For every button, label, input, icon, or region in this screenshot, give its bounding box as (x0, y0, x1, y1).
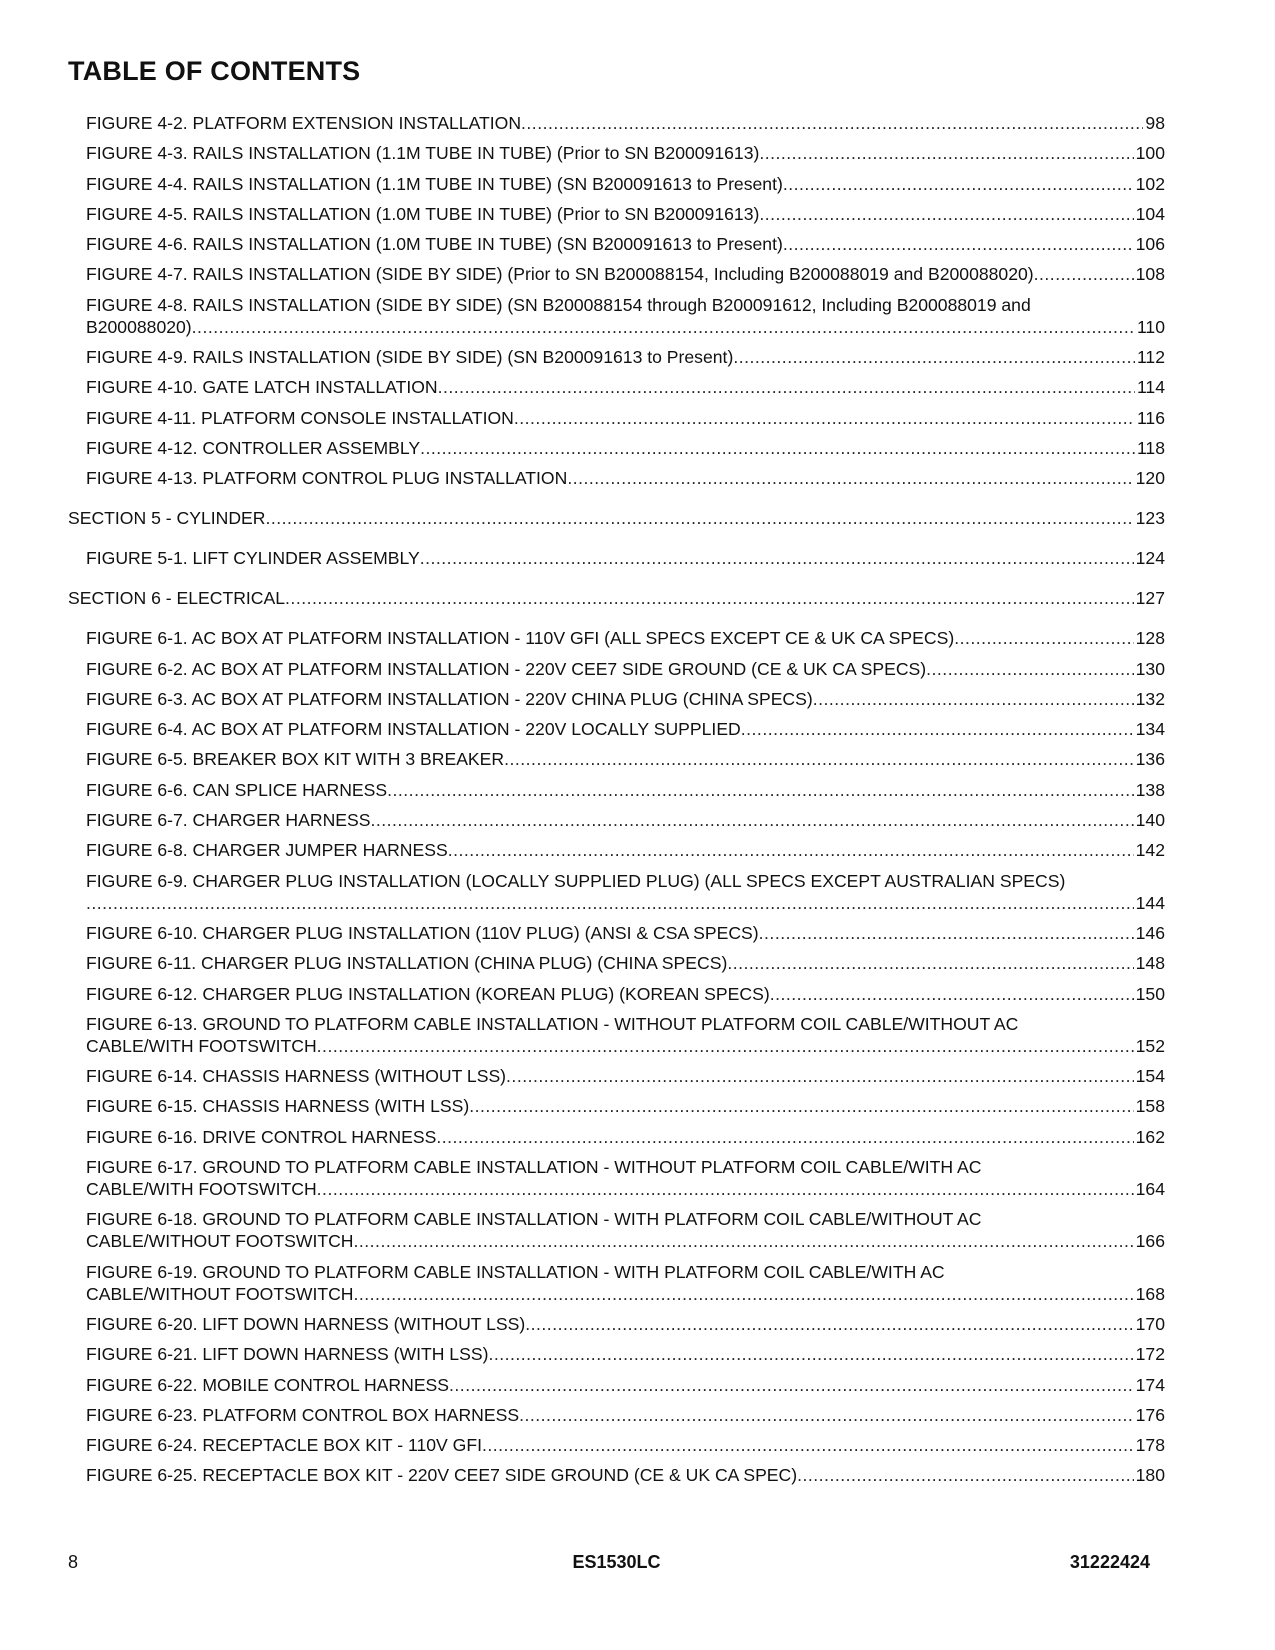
toc-entry-text: FIGURE 4-13. PLATFORM CONTROL PLUG INSTALLATION (86, 468, 568, 489)
dot-leader (265, 507, 1133, 529)
toc-entry-text: FIGURE 4-6. RAILS INSTALLATION (1.0M TUBE IN TUBE) (SN B200091613 to Present) (86, 234, 783, 255)
page-footer (68, 1552, 1165, 1576)
dot-leader (1034, 263, 1134, 285)
toc-entry-text: FIGURE 6-25. RECEPTACLE BOX KIT - 220V CEE7 SIDE GROUND (CE & UK CA SPEC) (86, 1465, 798, 1486)
dot-leader (759, 203, 1133, 225)
toc-page-number: 166 (1135, 1231, 1165, 1252)
toc-page-number: 178 (1135, 1435, 1165, 1456)
toc-entry-text: FIGURE 6-18. GROUND TO PLATFORM CABLE INSTALLATION - WITH PLATFORM COIL CABLE/WITHOUT AC (86, 1209, 982, 1230)
toc-entry-text: FIGURE 6-3. AC BOX AT PLATFORM INSTALLATION - 220V CHINA PLUG (CHINA SPECS) (86, 688, 813, 709)
toc-page-number: 108 (1135, 264, 1165, 285)
toc-figure-entry[interactable] (86, 658, 1165, 680)
toc-page-number: 98 (1145, 113, 1165, 133)
toc-figure-entry[interactable] (86, 112, 1165, 134)
dot-leader (86, 892, 1134, 914)
toc-entry-text: FIGURE 4-10. GATE LATCH INSTALLATION (86, 377, 438, 398)
toc-entry-text: FIGURE 6-1. AC BOX AT PLATFORM INSTALLATION - 110V GFI (ALL SPECS EXCEPT CE & UK CA SPECS) (86, 628, 955, 649)
dot-leader (733, 346, 1135, 368)
toc-entry-text: SECTION 6 - ELECTRICAL (68, 588, 286, 609)
dot-leader (797, 1464, 1134, 1486)
page-number: 8 (68, 1552, 79, 1572)
toc-entry-text: FIGURE 6-5. BREAKER BOX KIT WITH 3 BREAKER (86, 749, 505, 770)
toc-page-number: 134 (1135, 719, 1165, 740)
toc-page-number: 123 (1135, 508, 1165, 529)
toc-entry-text: FIGURE 6-11. CHARGER PLUG INSTALLATION (CHINA PLUG) (CHINA SPECS) (86, 953, 728, 974)
model-name: ES1530LC (572, 1552, 661, 1572)
toc-page-number: 172 (1135, 1344, 1165, 1365)
toc-page-number: 144 (1135, 892, 1165, 913)
toc-figure-entry[interactable] (86, 718, 1165, 740)
toc-figure-entry[interactable] (86, 1065, 1165, 1087)
toc-page-number: 162 (1135, 1126, 1165, 1147)
dot-leader (436, 1126, 1133, 1148)
toc-entry-text: FIGURE 6-2. AC BOX AT PLATFORM INSTALLATION - 220V CEE7 SIDE GROUND (CE & UK CA SPECS) (86, 658, 927, 679)
dot-leader (514, 407, 1135, 429)
toc-page-number: 100 (1135, 143, 1165, 164)
toc-figure-entry[interactable] (86, 1464, 1165, 1486)
dot-leader (926, 658, 1134, 680)
toc-page-number: 118 (1136, 437, 1165, 458)
toc-page-number: 116 (1136, 407, 1165, 428)
toc-entry-text: FIGURE 6-23. PLATFORM CONTROL BOX HARNESS (86, 1404, 520, 1425)
dot-leader (420, 437, 1135, 459)
toc-page-number: 176 (1135, 1404, 1165, 1425)
toc-figure-entry[interactable] (86, 870, 1165, 914)
toc-page-number: 106 (1135, 234, 1165, 255)
toc-figure-entry[interactable] (86, 437, 1165, 459)
toc-entry-text: FIGURE 6-17. GROUND TO PLATFORM CABLE INSTALLATION - WITHOUT PLATFORM COIL CABLE/WITH AC (86, 1157, 982, 1178)
toc-entry-text: FIGURE 6-24. RECEPTACLE BOX KIT - 110V GFI (86, 1435, 482, 1456)
toc-entry-text: FIGURE 4-5. RAILS INSTALLATION (1.0M TUBE IN TUBE) (Prior to SN B200091613) (86, 203, 760, 224)
toc-page-number: 112 (1136, 347, 1165, 368)
toc-entry-text-continued: CABLE/WITH FOOTSWITCH (86, 1035, 317, 1056)
toc-figure-entry[interactable] (86, 376, 1165, 398)
toc-figure-entry[interactable] (86, 839, 1165, 861)
dot-leader (954, 627, 1133, 649)
toc-entry-text: FIGURE 4-9. RAILS INSTALLATION (SIDE BY SIDE) (SN B200091613 to Present) (86, 347, 734, 368)
dot-leader (506, 1065, 1134, 1087)
page-title: TABLE OF CONTENTS (68, 56, 361, 86)
toc-entry-text: SECTION 5 - CYLINDER (68, 508, 266, 529)
toc-entry-text: FIGURE 4-7. RAILS INSTALLATION (SIDE BY SIDE) (Prior to SN B200088154, Including B200088019 and B200088020) (86, 264, 1034, 285)
toc-entry-text: FIGURE 6-9. CHARGER PLUG INSTALLATION (LOCALLY SUPPLIED PLUG) (ALL SPECS EXCEPT AUSTRALIAN SPECS) (86, 870, 1066, 891)
toc-entry-text: FIGURE 4-11. PLATFORM CONSOLE INSTALLATION (86, 407, 514, 428)
toc-section-entry[interactable] (68, 507, 1165, 529)
toc-figure-entry[interactable] (86, 1013, 1165, 1057)
toc-entry-text: FIGURE 5-1. LIFT CYLINDER ASSEMBLY (86, 548, 420, 569)
dot-leader (504, 748, 1134, 770)
toc-figure-entry[interactable] (86, 294, 1165, 338)
toc-figure-entry[interactable] (86, 467, 1165, 489)
toc-page-number: 180 (1135, 1465, 1165, 1486)
dot-leader (770, 983, 1134, 1005)
toc-figure-entry[interactable] (86, 1261, 1165, 1305)
toc-figure-entry[interactable] (86, 688, 1165, 710)
toc-entry-text: FIGURE 6-7. CHARGER HARNESS (86, 810, 371, 831)
toc-figure-entry[interactable] (86, 1208, 1165, 1252)
toc-page-number: 110 (1136, 316, 1165, 337)
toc-figure-entry[interactable] (86, 1126, 1165, 1148)
dot-leader (317, 1178, 1134, 1200)
toc-entry-text-continued: CABLE/WITHOUT FOOTSWITCH (86, 1231, 354, 1252)
dot-leader (192, 316, 1135, 338)
toc-entry-text: FIGURE 6-10. CHARGER PLUG INSTALLATION (110V PLUG) (ANSI & CSA SPECS) (86, 922, 759, 943)
toc-figure-entry[interactable] (86, 922, 1165, 944)
dot-leader (525, 1313, 1133, 1335)
toc-figure-entry[interactable] (86, 1434, 1165, 1456)
toc-figure-entry[interactable] (86, 627, 1165, 649)
toc-page-number: 128 (1135, 628, 1165, 649)
toc-page-number: 154 (1135, 1066, 1165, 1087)
dot-leader (482, 1434, 1134, 1456)
toc-page-number: 120 (1135, 468, 1165, 489)
toc-figure-entry[interactable] (86, 748, 1165, 770)
toc-page-number: 148 (1135, 953, 1165, 974)
toc-page-number: 168 (1135, 1283, 1165, 1304)
toc-entry-text: FIGURE 6-4. AC BOX AT PLATFORM INSTALLATION - 220V LOCALLY SUPPLIED (86, 719, 741, 740)
toc-page-number: 102 (1135, 173, 1165, 194)
toc-page-number: 124 (1135, 548, 1165, 569)
toc-entry-text: FIGURE 4-12. CONTROLLER ASSEMBLY (86, 437, 421, 458)
toc-figure-entry[interactable] (86, 173, 1165, 195)
toc-entry-text: FIGURE 6-15. CHASSIS HARNESS (WITH LSS) (86, 1096, 470, 1117)
toc-entry-text: FIGURE 4-2. PLATFORM EXTENSION INSTALLATION (86, 113, 522, 133)
dot-leader (519, 1404, 1134, 1426)
dot-leader (370, 809, 1133, 831)
toc-page-number: 146 (1135, 922, 1165, 943)
toc-figure-entry[interactable] (86, 263, 1165, 285)
toc-figure-entry[interactable] (86, 407, 1165, 429)
toc-figure-entry[interactable] (86, 809, 1165, 831)
toc-entry-text: FIGURE 4-4. RAILS INSTALLATION (1.1M TUBE IN TUBE) (SN B200091613 to Present) (86, 173, 783, 194)
toc-entry-text: FIGURE 6-6. CAN SPLICE HARNESS (86, 779, 388, 800)
toc-page-number: 138 (1135, 779, 1165, 800)
document-number: 31222424 (1069, 1552, 1150, 1572)
dot-leader (727, 952, 1133, 974)
toc-page-number: 130 (1135, 658, 1165, 679)
toc-section-entry[interactable] (68, 587, 1165, 609)
toc-figure-entry[interactable] (86, 983, 1165, 1005)
dot-leader (387, 779, 1134, 801)
dot-leader (469, 1095, 1133, 1117)
toc-figure-entry[interactable] (86, 547, 1165, 569)
toc-figure-entry[interactable] (86, 346, 1165, 368)
toc-page-number: 104 (1135, 203, 1165, 224)
toc-page-number: 114 (1136, 377, 1165, 398)
toc-entry-text-continued: B200088020) (86, 316, 192, 337)
toc-figure-entry[interactable] (86, 1095, 1165, 1117)
toc-entry-text: FIGURE 6-16. DRIVE CONTROL HARNESS (86, 1126, 437, 1147)
toc-page-number: 152 (1135, 1035, 1165, 1056)
toc-entry-text-continued: CABLE/WITHOUT FOOTSWITCH (86, 1283, 354, 1304)
toc-figure-entry[interactable] (86, 233, 1165, 255)
toc-page-number: 164 (1135, 1179, 1165, 1200)
dot-leader (521, 112, 1143, 134)
toc-figure-entry[interactable] (86, 1156, 1165, 1200)
dot-leader (354, 1283, 1134, 1305)
dot-leader (438, 376, 1135, 398)
toc-page-number: 136 (1135, 749, 1165, 770)
toc-page-number: 170 (1135, 1313, 1165, 1334)
toc-entry-text: FIGURE 6-8. CHARGER JUMPER HARNESS (86, 840, 448, 861)
dot-leader (783, 173, 1134, 195)
toc-entry-text: FIGURE 6-21. LIFT DOWN HARNESS (WITH LSS) (86, 1344, 489, 1365)
toc-page-number: 150 (1135, 983, 1165, 1004)
toc-entry-text: FIGURE 6-19. GROUND TO PLATFORM CABLE INSTALLATION - WITH PLATFORM COIL CABLE/WITH AC (86, 1261, 945, 1282)
dot-leader (285, 587, 1134, 609)
dot-leader (759, 142, 1133, 164)
toc-entry-text: FIGURE 6-20. LIFT DOWN HARNESS (WITHOUT LSS) (86, 1313, 526, 1334)
toc-entry-text: FIGURE 6-12. CHARGER PLUG INSTALLATION (KOREAN PLUG) (KOREAN SPECS) (86, 983, 770, 1004)
toc-figure-entry[interactable] (86, 1374, 1165, 1396)
dot-leader (813, 688, 1134, 710)
dot-leader (488, 1343, 1133, 1365)
toc-page-number: 127 (1135, 588, 1165, 609)
toc-entry-text: FIGURE 4-3. RAILS INSTALLATION (1.1M TUBE IN TUBE) (Prior to SN B200091613) (86, 143, 760, 164)
toc-entry-text: FIGURE 6-14. CHASSIS HARNESS (WITHOUT LSS) (86, 1066, 507, 1087)
toc-figure-entry[interactable] (86, 1313, 1165, 1335)
toc-entry-text: FIGURE 6-13. GROUND TO PLATFORM CABLE INSTALLATION - WITHOUT PLATFORM COIL CABLE/WITHOUT AC (86, 1013, 1019, 1034)
toc-figure-entry[interactable] (86, 779, 1165, 801)
toc-page-number: 174 (1135, 1374, 1165, 1395)
toc-page-number: 140 (1135, 810, 1165, 831)
dot-leader (783, 233, 1134, 255)
toc-figure-entry[interactable] (86, 1404, 1165, 1426)
toc-figure-entry[interactable] (86, 203, 1165, 225)
dot-leader (449, 1374, 1134, 1396)
toc-page-number: 158 (1135, 1096, 1165, 1117)
toc-figure-entry[interactable] (86, 1343, 1165, 1365)
toc-page-number: 132 (1135, 688, 1165, 709)
toc-figure-entry[interactable] (86, 952, 1165, 974)
toc-entry-text-continued: CABLE/WITH FOOTSWITCH (86, 1179, 317, 1200)
dot-leader (420, 547, 1134, 569)
dot-leader (448, 839, 1134, 861)
toc-entry-text: FIGURE 6-22. MOBILE CONTROL HARNESS (86, 1374, 450, 1395)
toc-list (68, 112, 1165, 1486)
toc-figure-entry[interactable] (86, 142, 1165, 164)
toc-entry-text: FIGURE 4-8. RAILS INSTALLATION (SIDE BY SIDE) (SN B200088154 through B200091612, Including B200088019 and (86, 294, 1031, 315)
dot-leader (354, 1230, 1134, 1252)
dot-leader (567, 467, 1133, 489)
dot-leader (317, 1035, 1134, 1057)
toc-page-number: 142 (1135, 840, 1165, 861)
dot-leader (741, 718, 1134, 740)
dot-leader (759, 922, 1134, 944)
